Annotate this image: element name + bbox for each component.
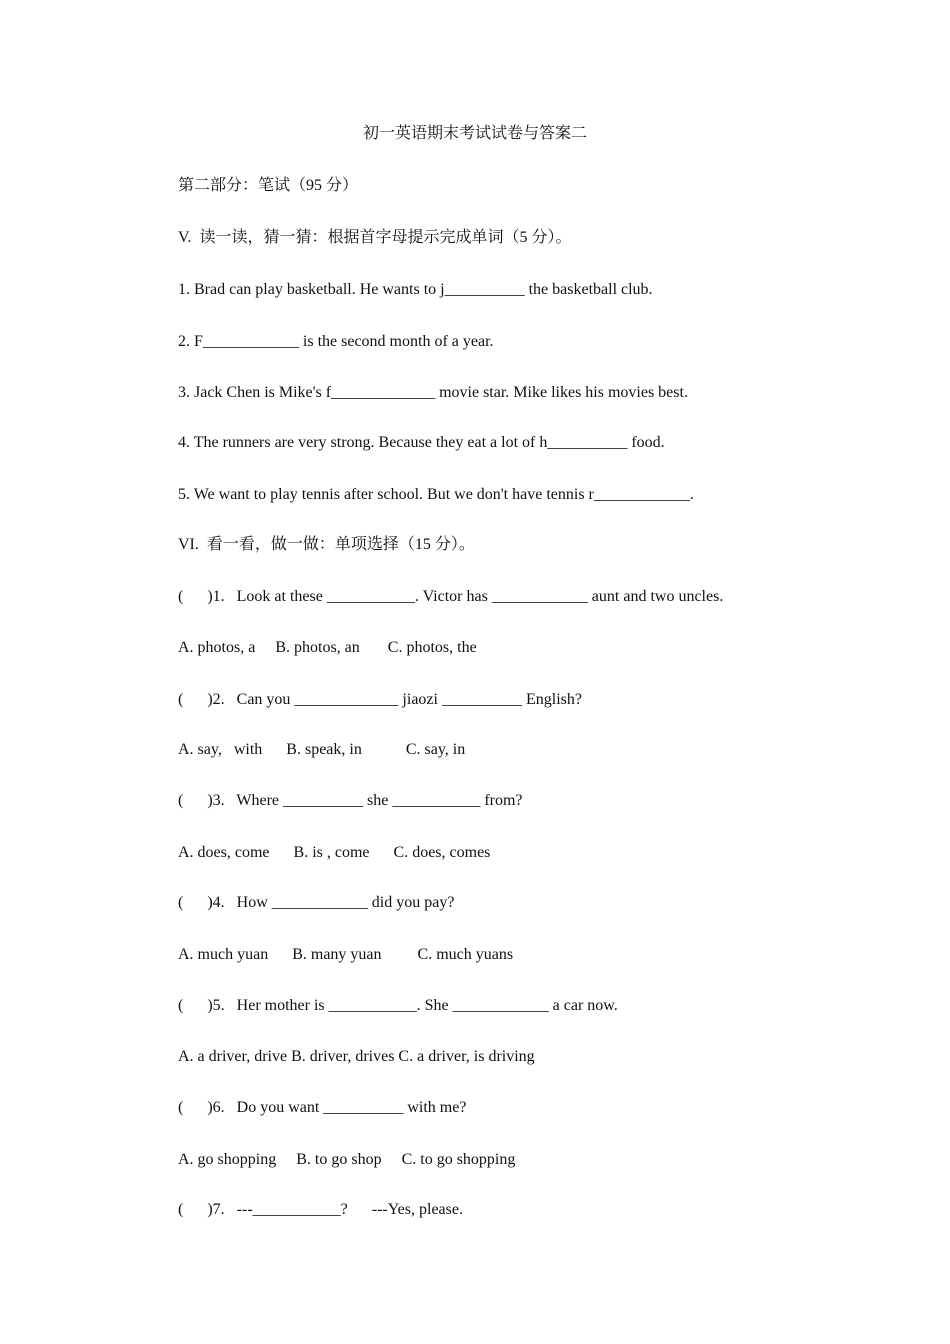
question-7-stem: ( )7. ---___________? ---Yes, please.	[178, 1201, 463, 1218]
question-5-options: A. a driver, drive B. driver, drives C. a driver, is driving	[178, 1048, 535, 1065]
question-5-stem: ( )5. Her mother is ___________. She ____________ a car now.	[178, 997, 618, 1014]
part5-heading: V. 读一读，猜一猜：根据首字母提示完成单词（5 分）。	[178, 229, 572, 246]
part5-item-1: 1. Brad can play basketball. He wants to j__________ the basketball club.	[178, 281, 653, 298]
question-1-stem: ( )1. Look at these ___________. Victor has ____________ aunt and two uncles.	[178, 588, 724, 605]
part5-item-3: 3. Jack Chen is Mike's f_____________ movie star. Mike likes his movies best.	[178, 384, 688, 401]
question-2-stem: ( )2. Can you _____________ jiaozi __________ English?	[178, 691, 582, 708]
part5-item-2: 2. F____________ is the second month of a year.	[178, 333, 494, 350]
section-heading: 第二部分：笔试（95 分）	[178, 177, 359, 194]
question-6-options: A. go shopping B. to go shop C. to go shopping	[178, 1151, 516, 1168]
part5-item-5: 5. We want to play tennis after school. But we don't have tennis r____________.	[178, 486, 694, 503]
part5-item-4: 4. The runners are very strong. Because they eat a lot of h__________ food.	[178, 434, 665, 451]
question-4-options: A. much yuan B. many yuan C. much yuans	[178, 946, 514, 963]
part6-heading: VI. 看一看，做一做：单项选择（15 分）。	[178, 536, 475, 553]
question-3-stem: ( )3. Where __________ she ___________ from?	[178, 792, 523, 809]
question-2-options: A. say, with B. speak, in C. say, in	[178, 741, 466, 758]
page-title: 初一英语期末考试试卷与答案二	[362, 125, 587, 142]
question-4-stem: ( )4. How ____________ did you pay?	[178, 894, 455, 911]
question-3-options: A. does, come B. is , come C. does, comes	[178, 844, 491, 861]
question-1-options: A. photos, a B. photos, an C. photos, the	[178, 639, 477, 656]
question-6-stem: ( )6. Do you want __________ with me?	[178, 1099, 467, 1116]
